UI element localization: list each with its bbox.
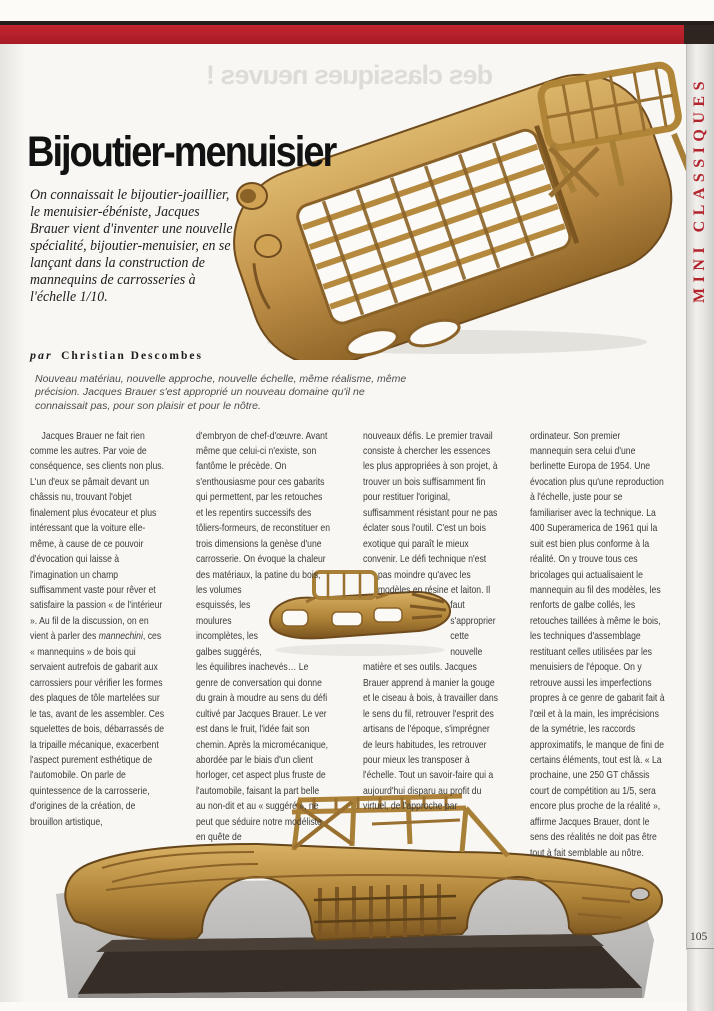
body-column-2: d'embryon de chef-d'œuvre. Avant même que celui-ci n'existe, son fantôme le précède. On s'enthousiasme pour ces gabarits qui permettent, par les retouches et les repentirs successifs des tôliers-formeurs, de reconstituer en trois dimensions la genèse d'une carrosserie. On évoque la chaleur des matériaux, la patine du bois, les volumes esquissés, les moulures incomplètes, les galbes suggérés, les équilibres inachevés… Le genre de conversation qui donne du grain à moudre au sens du défi cultivé par Jacques Brauer. Le ver est dans le fruit, l'idée fait son chemin. Après la micromécanique, abordée par le biais d'un client horloger, cet aspect plus fruste de l'automobile, faisant la part belle au non-dit et au « suggéré », ne peut que séduire notre modéliste en quête de xyxy=(196,429,331,844)
byline-prefix: par xyxy=(30,348,53,362)
showthrough-text: des classiques neuves ! xyxy=(206,60,494,90)
body-column-1: Jacques Brauer ne fait rien comme les autres. Par voie de conséquence, ses clients non plus. L'un d'eux se pâmait devant un châssis nu, trouvant l'objet finalement plus évocateur et plus intéressant que la voiture elle-même, à cause de ce pouvoir d'évocation qui laisse à l'imagination un champ suffisamment vaste pour rêver et satisfaire la passion « de l'intérieur ». Au fil de la discussion, on en vient à parler des mannechini, ces « mannequins » de bois qui servaient autrefois de gabarit aux carrossiers pour vérifier les formes des plaques de tôle martelées sur le tas, avant de les assembler. Ces squelettes de bois, débarrassés de la tripaille mécanique, exacerbent l'aspect purement esthétique de l'automobile. On parle de quintessence de la carrosserie, d'origines de la création, de brouillon artistique, xyxy=(30,429,165,828)
section-label: MINI CLASSIQUES xyxy=(691,76,708,303)
main-photo-wooden-car-frame xyxy=(222,46,687,360)
scan-left-shading xyxy=(0,0,26,1011)
page-edge-rule xyxy=(686,44,687,950)
byline xyxy=(30,346,203,364)
page-top-margin xyxy=(0,0,714,21)
body-column-4: ordinateur. Son premier mannequin sera celui d'une berlinette Europa de 1954. Une évocation plus qu'une reproduction à l'échelle, juste pour se familiariser avec la technique. La 400 Superamerica de 1961 qui la suit est bien plus conforme à la réalité. On y trouve tous ces bricolages qui actualisaient le mannequin au fil des modèles, les renforts de galbe collés, les retouches taillées à même le bois, les techniques d'assemblage restituant celles utilisées par les menuisiers de l'époque. On y retrouve aussi les imperfections propres à ce genre de gabarit fait à l'œil et à la main, les imprécisions de la symétrie, les raccords approximatifs, le manque de fini de certains éléments, tout est là. « La prochaine, une 250 GT châssis court de compétition au 1/5, sera encore plus proche de la réalité », affirme Jacques Brauer, dont le sens des réalités ne doit pas être tout à fait semblable au nôtre. xyxy=(530,429,665,859)
body-column-3: nouveaux défis. Le premier travail consiste à chercher les essences les plus appropriées à son projet, à trouver un bois suffisamment fin pour restituer l'original, suffisamment résistant pour ne pas éclater sous l'outil. C'est un bois exotique qui paraît le mieux convenir. Le défi technique n'est pas moindre qu'avec les modèles en résine et laiton. Il faut s'approprier cette nouvelle matière et ses outils. Jacques Brauer apprend à manier la gouge et le ciseau à bois, à travailler dans le sens du fil, retrouver l'esprit des artisans de l'époque, s'imprégner de leurs habitudes, les retrouver pour mieux les transposer à l'échelle. Tout un savoir-faire qui a aujourd'hui disparu au profit du virtuel, de l'approche par xyxy=(363,429,498,813)
standfirst: On connaissait le bijoutier-joaillier, le menuisier-ébéniste, Jacques Brauer vient d'inventer une nouvelle spécialité, bijoutier-menuisier, en se lançant dans la construction de mannequins de carrosseries à l'échelle 1/10. xyxy=(30,187,233,305)
top-red-band xyxy=(0,25,684,44)
page-bottom-margin xyxy=(0,1002,714,1011)
page-number-rule xyxy=(687,948,714,949)
page-number: 105 xyxy=(690,931,708,943)
article-title: Bijoutier-menuisier xyxy=(27,129,336,177)
byline-author: Christian Descombes xyxy=(61,350,203,362)
photo-caption: Nouveau matériau, nouvelle approche, nouvelle échelle, même réalisme, même précision. Jacques Brauer s'est approprié un nouveau domaine qu'il ne connaissait pas, pour son plaisir et pour le nôtre. xyxy=(35,372,407,412)
top-red-band-dark-end xyxy=(684,25,714,44)
